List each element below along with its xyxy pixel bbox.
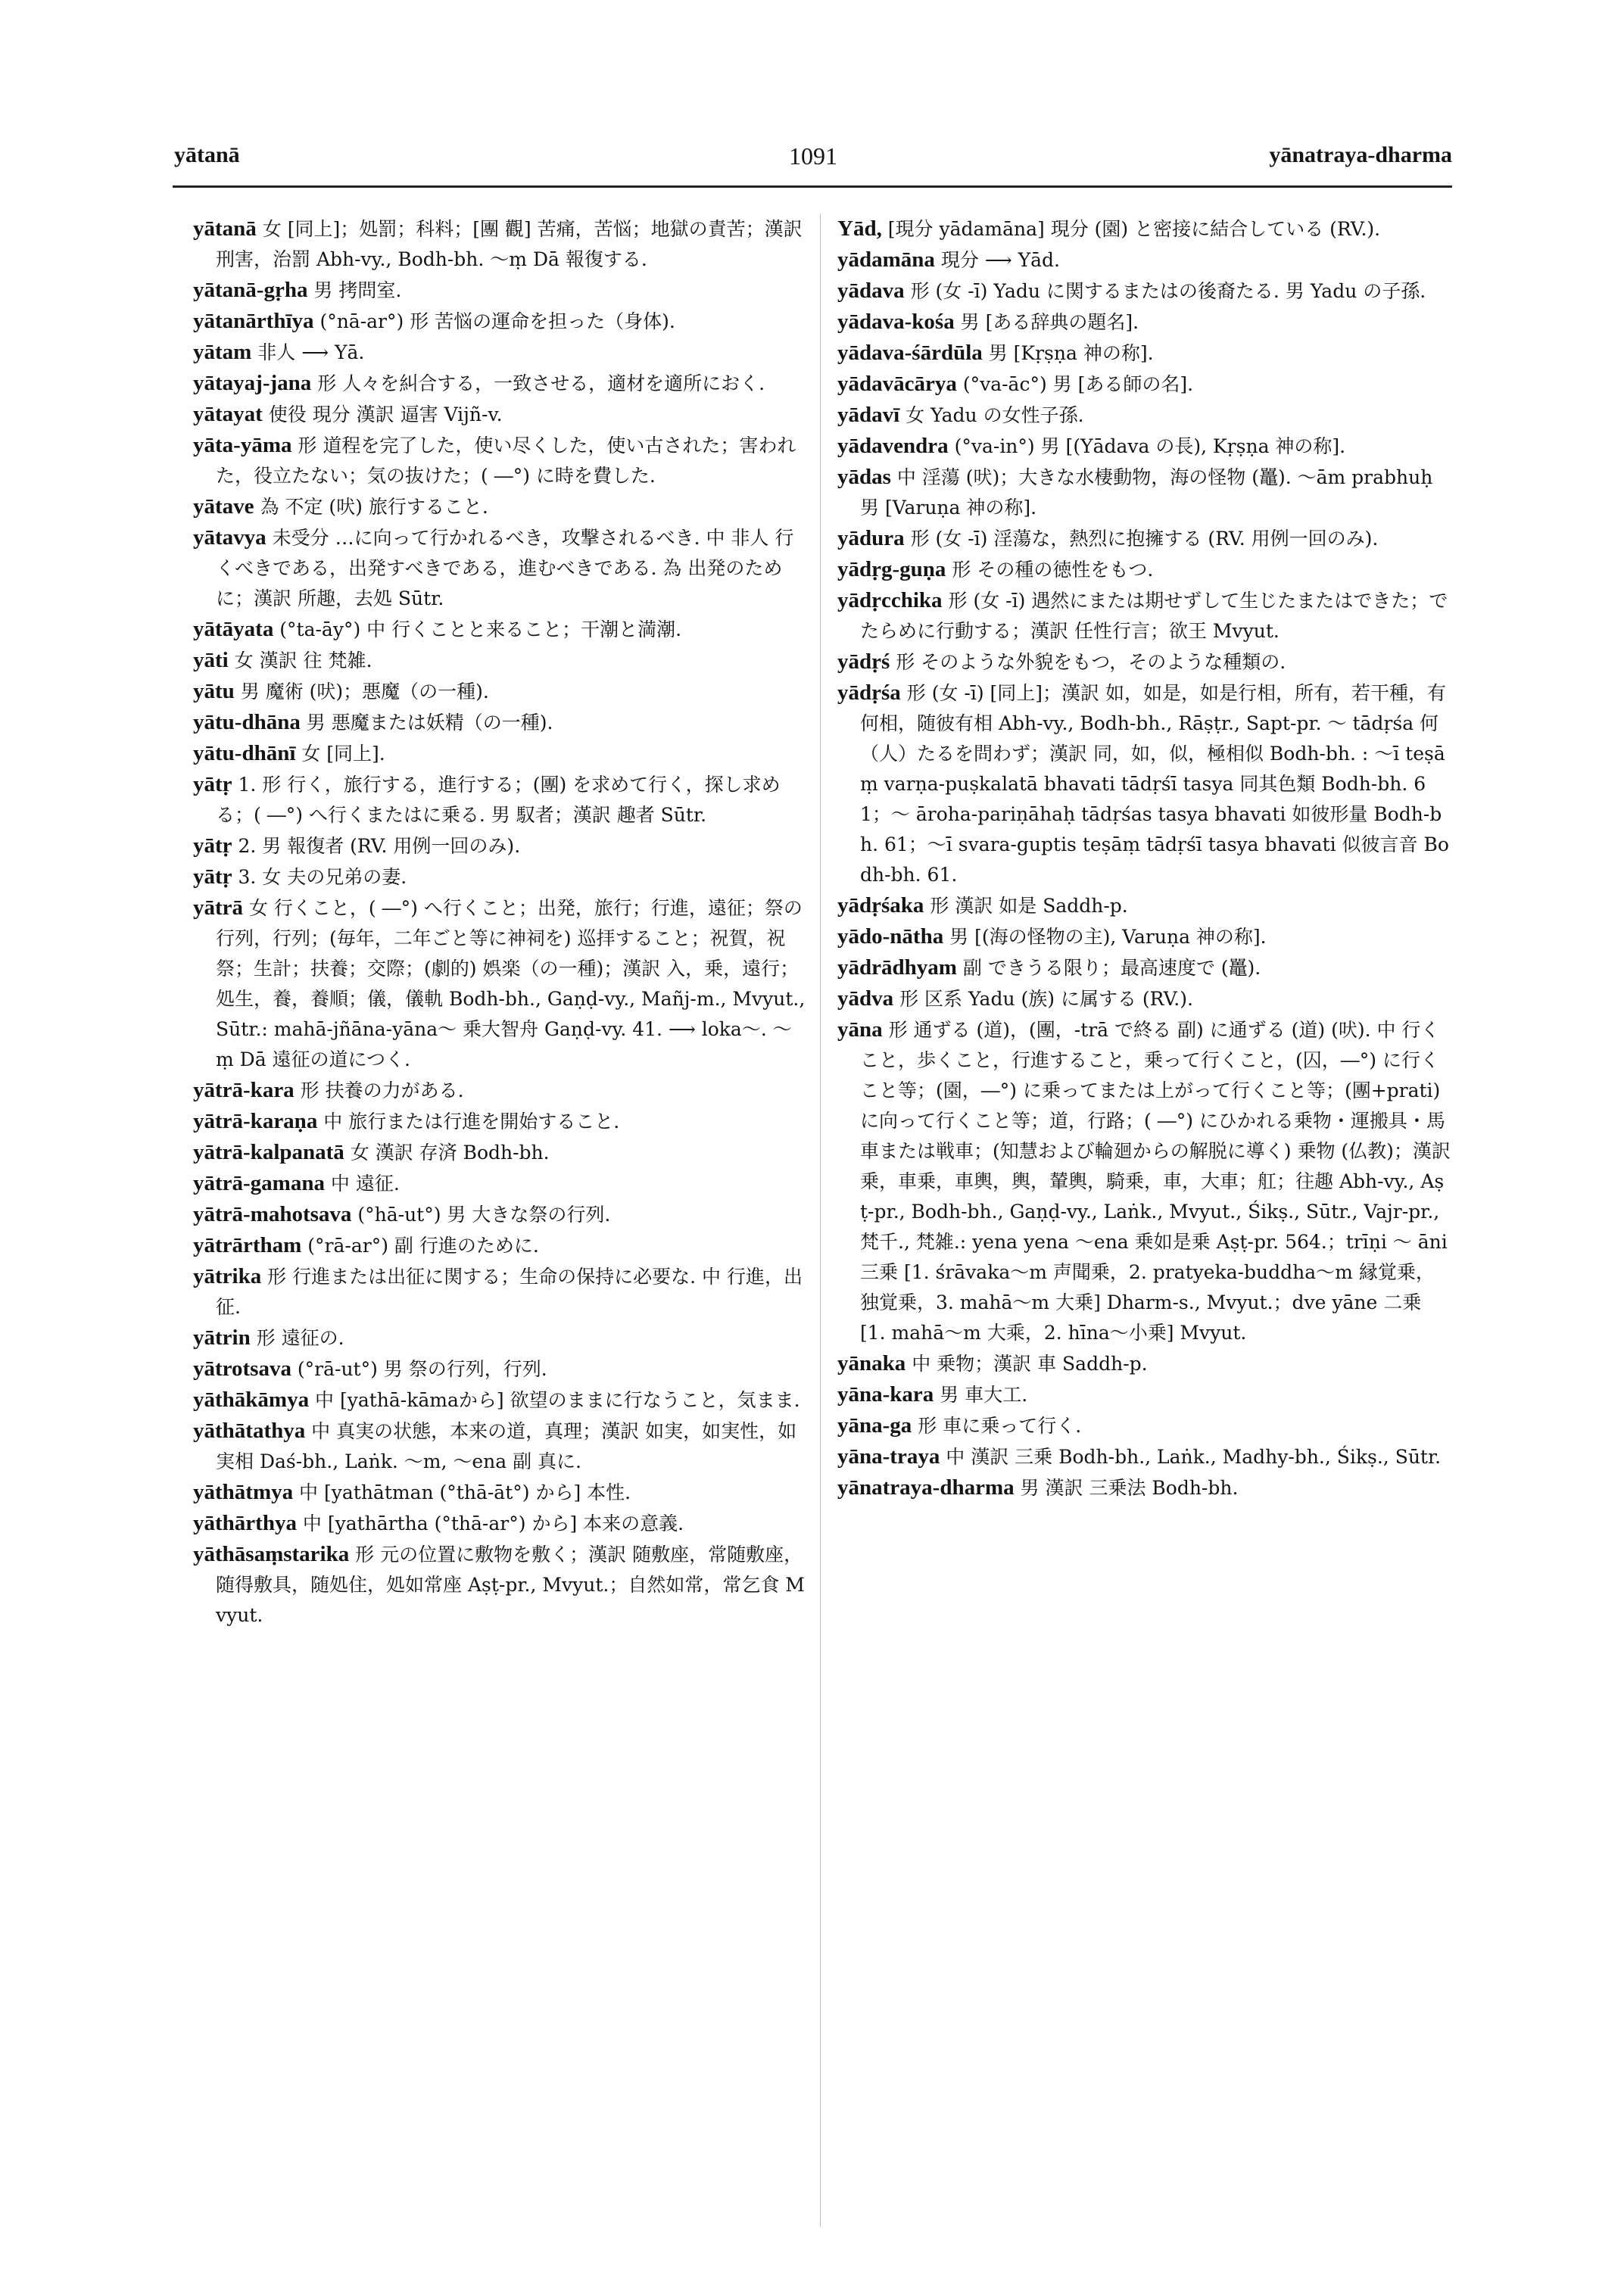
- entry-definition: 中 [yathārtha (°thā-ar°) から] 本来の意義.: [296, 1513, 684, 1534]
- page-number: 1091: [789, 142, 837, 170]
- entry-definition: [現分 yādamāna] 現分 (園) と密接に結合している (RV.).: [881, 218, 1381, 240]
- entry-headword: yātrin: [193, 1326, 251, 1350]
- entry-headword: yādava: [837, 279, 905, 303]
- entry-headword: yātrika: [193, 1264, 262, 1288]
- entry-headword: yānaka: [837, 1351, 906, 1375]
- entry-headword: yādrādhyam: [837, 955, 957, 980]
- entry-headword: yādva: [837, 986, 894, 1011]
- entry-headword: yādavī: [837, 403, 900, 427]
- entry-definition: 2. 男 報復者 (RV. 用例一回のみ).: [232, 835, 521, 857]
- entry-definition: 形 元の位置に敷物を敷く；漢訳 随敷座，常随敷座，随得敷具，随処住，処如常座 Aṣṭ-pr., Mvyut.；自然如常，常乞食 Mvyut.: [216, 1544, 805, 1626]
- entry-headword: yātam: [193, 340, 252, 364]
- entry-definition: 3. 女 夫の兄弟の妻.: [232, 866, 407, 888]
- dictionary-entry: [837, 369, 1451, 400]
- entry-definition: 女 Yadu の女性子孫.: [899, 404, 1084, 426]
- dictionary-entry: [193, 676, 806, 707]
- entry-headword: yāthārthya: [193, 1511, 297, 1535]
- entry-definition: 形 道程を完了した，使い尽くした，使い古された；害われた，役立たない；気の抜けた；( ―°) に時を費した.: [216, 435, 796, 487]
- running-header: [174, 142, 1452, 180]
- dictionary-entry: [193, 368, 806, 399]
- entry-definition: 形 遠征の.: [250, 1327, 344, 1349]
- dictionary-entry: [837, 952, 1451, 983]
- entry-definition: 形 (女 -ī) [同上]；漢訳 如，如是，如是行相，所有，若干種，有何相，随彼有相 Abh-vy., Bodh-bh., Rāṣṭr., Sapt-pr. ～ tādṛśa 何（人）たるを問わず；漢訳 同，如，似，極相似 Bodh-bh. : ～ī teṣāṃ varṇa-puṣkalatā bhavati tādṛśī tasya 同其色類 Bodh-bh. 61；～ āroha-pariṇāhaḥ tādṛśas tasya bhavati 如彼形量 Bodh-bh. 61；～ī svara-guptis teṣāṃ tādṛśī tasya bhavati 似彼言音 Bodh-bh. 61.: [860, 682, 1449, 886]
- entry-definition: 中 遠征.: [324, 1173, 400, 1195]
- dictionary-entry: [837, 462, 1451, 523]
- entry-headword: yātu-dhāna: [193, 710, 301, 734]
- entry-definition: 非人 ⟶ Yā.: [251, 341, 365, 363]
- entry-definition: 形 漢訳 如是 Saddh-p.: [924, 895, 1128, 917]
- entry-headword: yāthātmya: [193, 1480, 294, 1504]
- entry-definition: 形 通ずる (道)，(團，-trā で終る 副) に通ずる (道) (吠). 中 行くこと，歩くこと，行進すること，乗って行くこと，(囚，―°) に行くこと等；(園，―°) に乗ってまたは上がって行くこと等；(團+prati) に向って行くこと等；道，行路；( ―°) にひかれる乗物・運搬具・馬車または戦車；(知慧および輪廻からの解脱に導く) 乗物 (仏教)；漢訳 乗，車乗，車輿，輿，輦輿，騎乗，車，大車；舡；往趣 Abh-vy., Aṣṭ-pr., Bodh-bh., Gaṇḍ-vy., Laṅk., Mvyut., Śikṣ., Sūtr., Vajr-pr., 梵千., 梵雑.: yena yena ～ena 乗如是乗 Aṣṭ-pr. 564.；trīṇi ～ āni 三乗 [1. śrāvaka～m 声聞乗，2. pratyeka-buddha～m 縁覚乗，独覚乗，3. mahā～m 大乗] Dharm-s., Mvyut.；dve yāne 二乗 [1. mahā～m 大乘，2. hīna～小乗] Mvyut.: [860, 1019, 1451, 1344]
- dictionary-entry: [193, 1168, 806, 1199]
- entry-definition: 1. 形 行く，旅行する，進行する；(團) を求めて行く，探し求める；( ―°) へ行くまたはに乗る. 男 馭者；漢訳 趣者 Sūtr.: [216, 774, 781, 826]
- dictionary-entry: [193, 707, 806, 738]
- entry-headword: yātavya: [193, 525, 267, 550]
- left-guide-word: yātanā: [174, 142, 240, 167]
- dictionary-entry: [193, 645, 806, 676]
- entry-definition: 女 行くこと，( ―°) へ行くこと；出発，旅行；行進，遠征；祭の行列，行列；(毎年，二年ごと等に神祠を) 巡拝すること；祝賀，祝祭；生計；扶養；交際；(劇的) 娯楽（の一種)；漢訳 入，乗，遠行；処生，養，養順；儀，儀軌 Bodh-bh., Gaṇḍ-vy., Mañj-m., Mvyut., Sūtr.: mahā-jñāna-yāna～ 乗大智舟 Gaṇḍ-vy. 41. ⟶ loka～. ～ṃ Dā 遠征の道につく.: [216, 897, 806, 1070]
- entry-headword: yāna-traya: [837, 1444, 940, 1469]
- dictionary-entry: [837, 554, 1451, 585]
- dictionary-entry: [837, 983, 1451, 1014]
- entry-headword: yātrā-mahotsava: [193, 1202, 352, 1226]
- dictionary-entry: [193, 213, 806, 275]
- entry-headword: yātrā-kara: [193, 1078, 295, 1102]
- entry-headword: yādṛś: [837, 650, 890, 674]
- entry-definition: (°va-in°) 男 [(Yādava の長), Kṛṣṇa 神の称].: [948, 435, 1346, 457]
- dictionary-entry: [193, 522, 806, 614]
- left-column: [193, 213, 806, 1631]
- entry-headword: yātanā: [193, 217, 257, 241]
- entry-headword: yādṛg-guṇa: [837, 557, 946, 581]
- entry-headword: yātave: [193, 494, 254, 519]
- header-rule: [173, 185, 1452, 188]
- entry-definition: 形 区系 Yadu (族) に属する (RV.).: [893, 988, 1193, 1010]
- entry-definition: 男 悪魔または妖精（の一種).: [300, 712, 553, 734]
- entry-headword: yātu-dhānī: [193, 741, 296, 765]
- entry-definition: 中 漢訳 三乗 Bodh-bh., Laṅk., Madhy-bh., Śikṣ., Sūtr.: [940, 1446, 1442, 1468]
- dictionary-entry: [193, 491, 806, 522]
- dictionary-entry: [193, 861, 806, 893]
- entry-definition: 男 [ある辞典の題名].: [954, 311, 1139, 333]
- entry-definition: 中 旅行または行進を開始すること.: [317, 1111, 620, 1132]
- entry-definition: 女 [同上]；処罰；科料；[團 觀] 苦痛，苦悩；地獄の責苦；漢訳 刑害，治罰 Abh-vy., Bodh-bh. ～ṃ Dā 報復する.: [216, 218, 803, 270]
- entry-headword: yātrā-karaṇa: [193, 1109, 318, 1133]
- dictionary-entry: [193, 430, 806, 491]
- column-divider: [820, 213, 821, 2227]
- entry-definition: 為 不定 (吠) 旅行すること.: [254, 496, 488, 518]
- dictionary-entry: [193, 399, 806, 430]
- dictionary-entry: [193, 1385, 806, 1416]
- entry-definition: 中 [yathātman (°thā-āt°) から] 本性.: [293, 1481, 631, 1503]
- dictionary-entry: [837, 307, 1451, 338]
- dictionary-entry: [837, 1348, 1451, 1379]
- entry-definition: 形 そのような外貌をもつ，そのような種類の.: [890, 651, 1286, 673]
- entry-headword: yātayat: [193, 402, 263, 426]
- entry-headword: yātanā-gṛha: [193, 278, 308, 302]
- entry-headword: yātayaj-jana: [193, 371, 312, 395]
- entry-definition: 女 漢訳 往 梵雑.: [228, 650, 372, 671]
- entry-headword: yādavācārya: [837, 372, 957, 396]
- dictionary-entry: [193, 1539, 806, 1631]
- dictionary-entry: [193, 769, 806, 830]
- entry-definition: 男 車大工.: [934, 1384, 1028, 1406]
- entry-headword: yātṛ: [193, 833, 232, 858]
- entry-headword: yādamāna: [837, 248, 935, 272]
- entry-headword: yāna-kara: [837, 1382, 934, 1407]
- entry-definition: 使役 現分 漢訳 逼害 Vijñ-v.: [262, 403, 503, 425]
- entry-definition: 男 [(海の怪物の主), Varuṇa 神の称].: [943, 926, 1267, 948]
- entry-headword: yādas: [837, 465, 891, 489]
- dictionary-entry: [837, 890, 1451, 921]
- dictionary-entry: [193, 830, 806, 861]
- dictionary-entry: [837, 523, 1451, 554]
- entry-headword: yātrārtham: [193, 1233, 302, 1257]
- entry-definition: 女 [同上].: [295, 743, 385, 765]
- dictionary-entry: [193, 1416, 806, 1477]
- dictionary-entry: [193, 738, 806, 769]
- dictionary-entry: [193, 1075, 806, 1106]
- entry-headword: yātāyata: [193, 617, 274, 641]
- dictionary-entry: [837, 678, 1451, 890]
- entry-definition: 中 [yathā-kāmaから] 欲望のままに行なうこと，気まま.: [309, 1389, 800, 1411]
- dictionary-entry: [193, 1261, 806, 1323]
- dictionary-entry: [837, 1014, 1451, 1348]
- dictionary-entry: [193, 1199, 806, 1230]
- entry-definition: (°hā-ut°) 男 大きな祭の行列.: [351, 1204, 611, 1226]
- dictionary-entry: [193, 1354, 806, 1385]
- entry-definition: 副 できうる限り；最高速度で (鼉).: [956, 957, 1261, 979]
- dictionary-entry: [837, 585, 1451, 646]
- dictionary-entry: [837, 338, 1451, 369]
- dictionary-entry: [837, 1410, 1451, 1441]
- entry-definition: 中 乗物；漢訳 車 Saddh-p.: [906, 1353, 1148, 1375]
- entry-headword: yātṛ: [193, 772, 232, 796]
- entry-definition: 男 漢訳 三乗法 Bodh-bh.: [1014, 1477, 1239, 1499]
- entry-headword: yātu: [193, 679, 235, 703]
- entry-headword: yādo-nātha: [837, 924, 944, 949]
- dictionary-entry: [837, 646, 1451, 678]
- entry-definition: 形 (女 -ī) 遇然にまたは期せずして生じたまたはできた；でたらめに行動する；漢訳 任性行言；欲王 Mvyut.: [860, 590, 1448, 642]
- entry-definition: (°nā-ar°) 形 苦悩の運命を担った（身体).: [313, 310, 675, 332]
- entry-headword: yādṛcchika: [837, 588, 943, 612]
- dictionary-entry: [193, 614, 806, 645]
- dictionary-entry: [193, 306, 806, 337]
- entry-definition: 未受分 …に向って行かれるべき，攻撃されるべき. 中 非人 行くべきである，出発すべきである，進むべきである. 為 出発のために；漢訳 所趣，去処 Sūtr.: [216, 527, 794, 609]
- dictionary-entry: [193, 1323, 806, 1354]
- entry-headword: yādava-śārdūla: [837, 341, 983, 365]
- dictionary-entry: [837, 1379, 1451, 1410]
- entry-headword: yānatraya-dharma: [837, 1475, 1015, 1500]
- entry-definition: 形 行進または出征に関する；生命の保持に必要な. 中 行進，出征.: [216, 1266, 803, 1318]
- entry-definition: 男 [Kṛṣṇa 神の称].: [982, 342, 1154, 364]
- entry-headword: yātrā-gamana: [193, 1171, 325, 1195]
- entry-headword: yāna-ga: [837, 1413, 912, 1438]
- entry-headword: yādava-kośa: [837, 310, 955, 334]
- entry-headword: yāthātathya: [193, 1419, 306, 1443]
- entry-headword: Yād,: [837, 217, 882, 241]
- entry-headword: yādavendra: [837, 434, 949, 458]
- entry-definition: (°rā-ar°) 副 行進のために.: [301, 1235, 539, 1257]
- entry-definition: 形 (女 -ī) Yadu に関するまたはの後裔たる. 男 Yadu の子孫.: [904, 280, 1426, 302]
- entry-definition: 形 人々を糾合する，一致させる，適材を適所におく.: [311, 372, 765, 394]
- entry-headword: yātrā: [193, 896, 244, 920]
- entry-headword: yādṛśaka: [837, 893, 924, 918]
- entry-headword: yātrā-kalpanatā: [193, 1140, 344, 1164]
- entry-definition: 現分 ⟶ Yād.: [934, 249, 1060, 271]
- dictionary-entry: [837, 213, 1451, 245]
- entry-headword: yātanārthīya: [193, 309, 314, 333]
- entry-headword: yāna: [837, 1017, 883, 1042]
- entry-definition: 形 車に乗って行く.: [912, 1415, 1082, 1437]
- entry-headword: yāthāsaṃstarika: [193, 1542, 350, 1566]
- dictionary-entry: [193, 1137, 806, 1168]
- right-column: [837, 213, 1451, 1503]
- dictionary-entry: [193, 275, 806, 306]
- dictionary-entry: [193, 1508, 806, 1539]
- dictionary-entry: [193, 1106, 806, 1137]
- entry-headword: yāti: [193, 648, 229, 672]
- dictionary-entry: [837, 921, 1451, 952]
- entry-headword: yāta-yāma: [193, 433, 292, 457]
- entry-definition: 中 淫蕩 (吠)；大きな水棲動物，海の怪物 (鼉). ～ām prabhuḥ 男 [Varuṇa 神の称].: [860, 466, 1433, 519]
- dictionary-entry: [837, 1472, 1451, 1503]
- entry-definition: (°va-āc°) 男 [ある師の名].: [956, 373, 1194, 395]
- entry-definition: (°ta-āy°) 中 行くことと来ること；干潮と満潮.: [273, 618, 682, 640]
- entry-definition: 形 扶養の力がある.: [294, 1080, 464, 1101]
- entry-headword: yātṛ: [193, 865, 232, 889]
- entry-definition: (°rā-ut°) 男 祭の行列，行列.: [291, 1358, 547, 1380]
- entry-headword: yāthākāmya: [193, 1388, 310, 1412]
- dictionary-entry: [837, 276, 1451, 307]
- dictionary-entry: [837, 245, 1451, 276]
- entry-headword: yātrotsava: [193, 1357, 291, 1381]
- dictionary-entry: [837, 400, 1451, 431]
- dictionary-entry: [837, 1441, 1451, 1472]
- dictionary-entry: [193, 337, 806, 368]
- entry-headword: yādura: [837, 526, 905, 550]
- dictionary-entry: [193, 893, 806, 1075]
- entry-definition: 形 (女 -ī) 淫蕩な，熱烈に抱擁する (RV. 用例一回のみ).: [904, 528, 1379, 550]
- entry-definition: 形 その種の徳性をもつ.: [946, 559, 1154, 581]
- entry-headword: yādṛśa: [837, 681, 901, 705]
- entry-definition: 女 漢訳 存済 Bodh-bh.: [344, 1142, 550, 1164]
- right-guide-word: yānatraya-dharma: [1269, 142, 1452, 167]
- entry-definition: 中 真実の状態，本来の道，真理；漢訳 如実，如実性，如実相 Daś-bh., Laṅk. ～m, ～ena 副 真に.: [216, 1420, 797, 1472]
- dictionary-entry: [193, 1477, 806, 1508]
- entry-definition: 男 魔術 (吠)；悪魔（の一種).: [234, 681, 489, 703]
- dictionary-entry: [193, 1230, 806, 1261]
- entry-definition: 男 拷問室.: [307, 279, 402, 301]
- dictionary-entry: [837, 431, 1451, 462]
